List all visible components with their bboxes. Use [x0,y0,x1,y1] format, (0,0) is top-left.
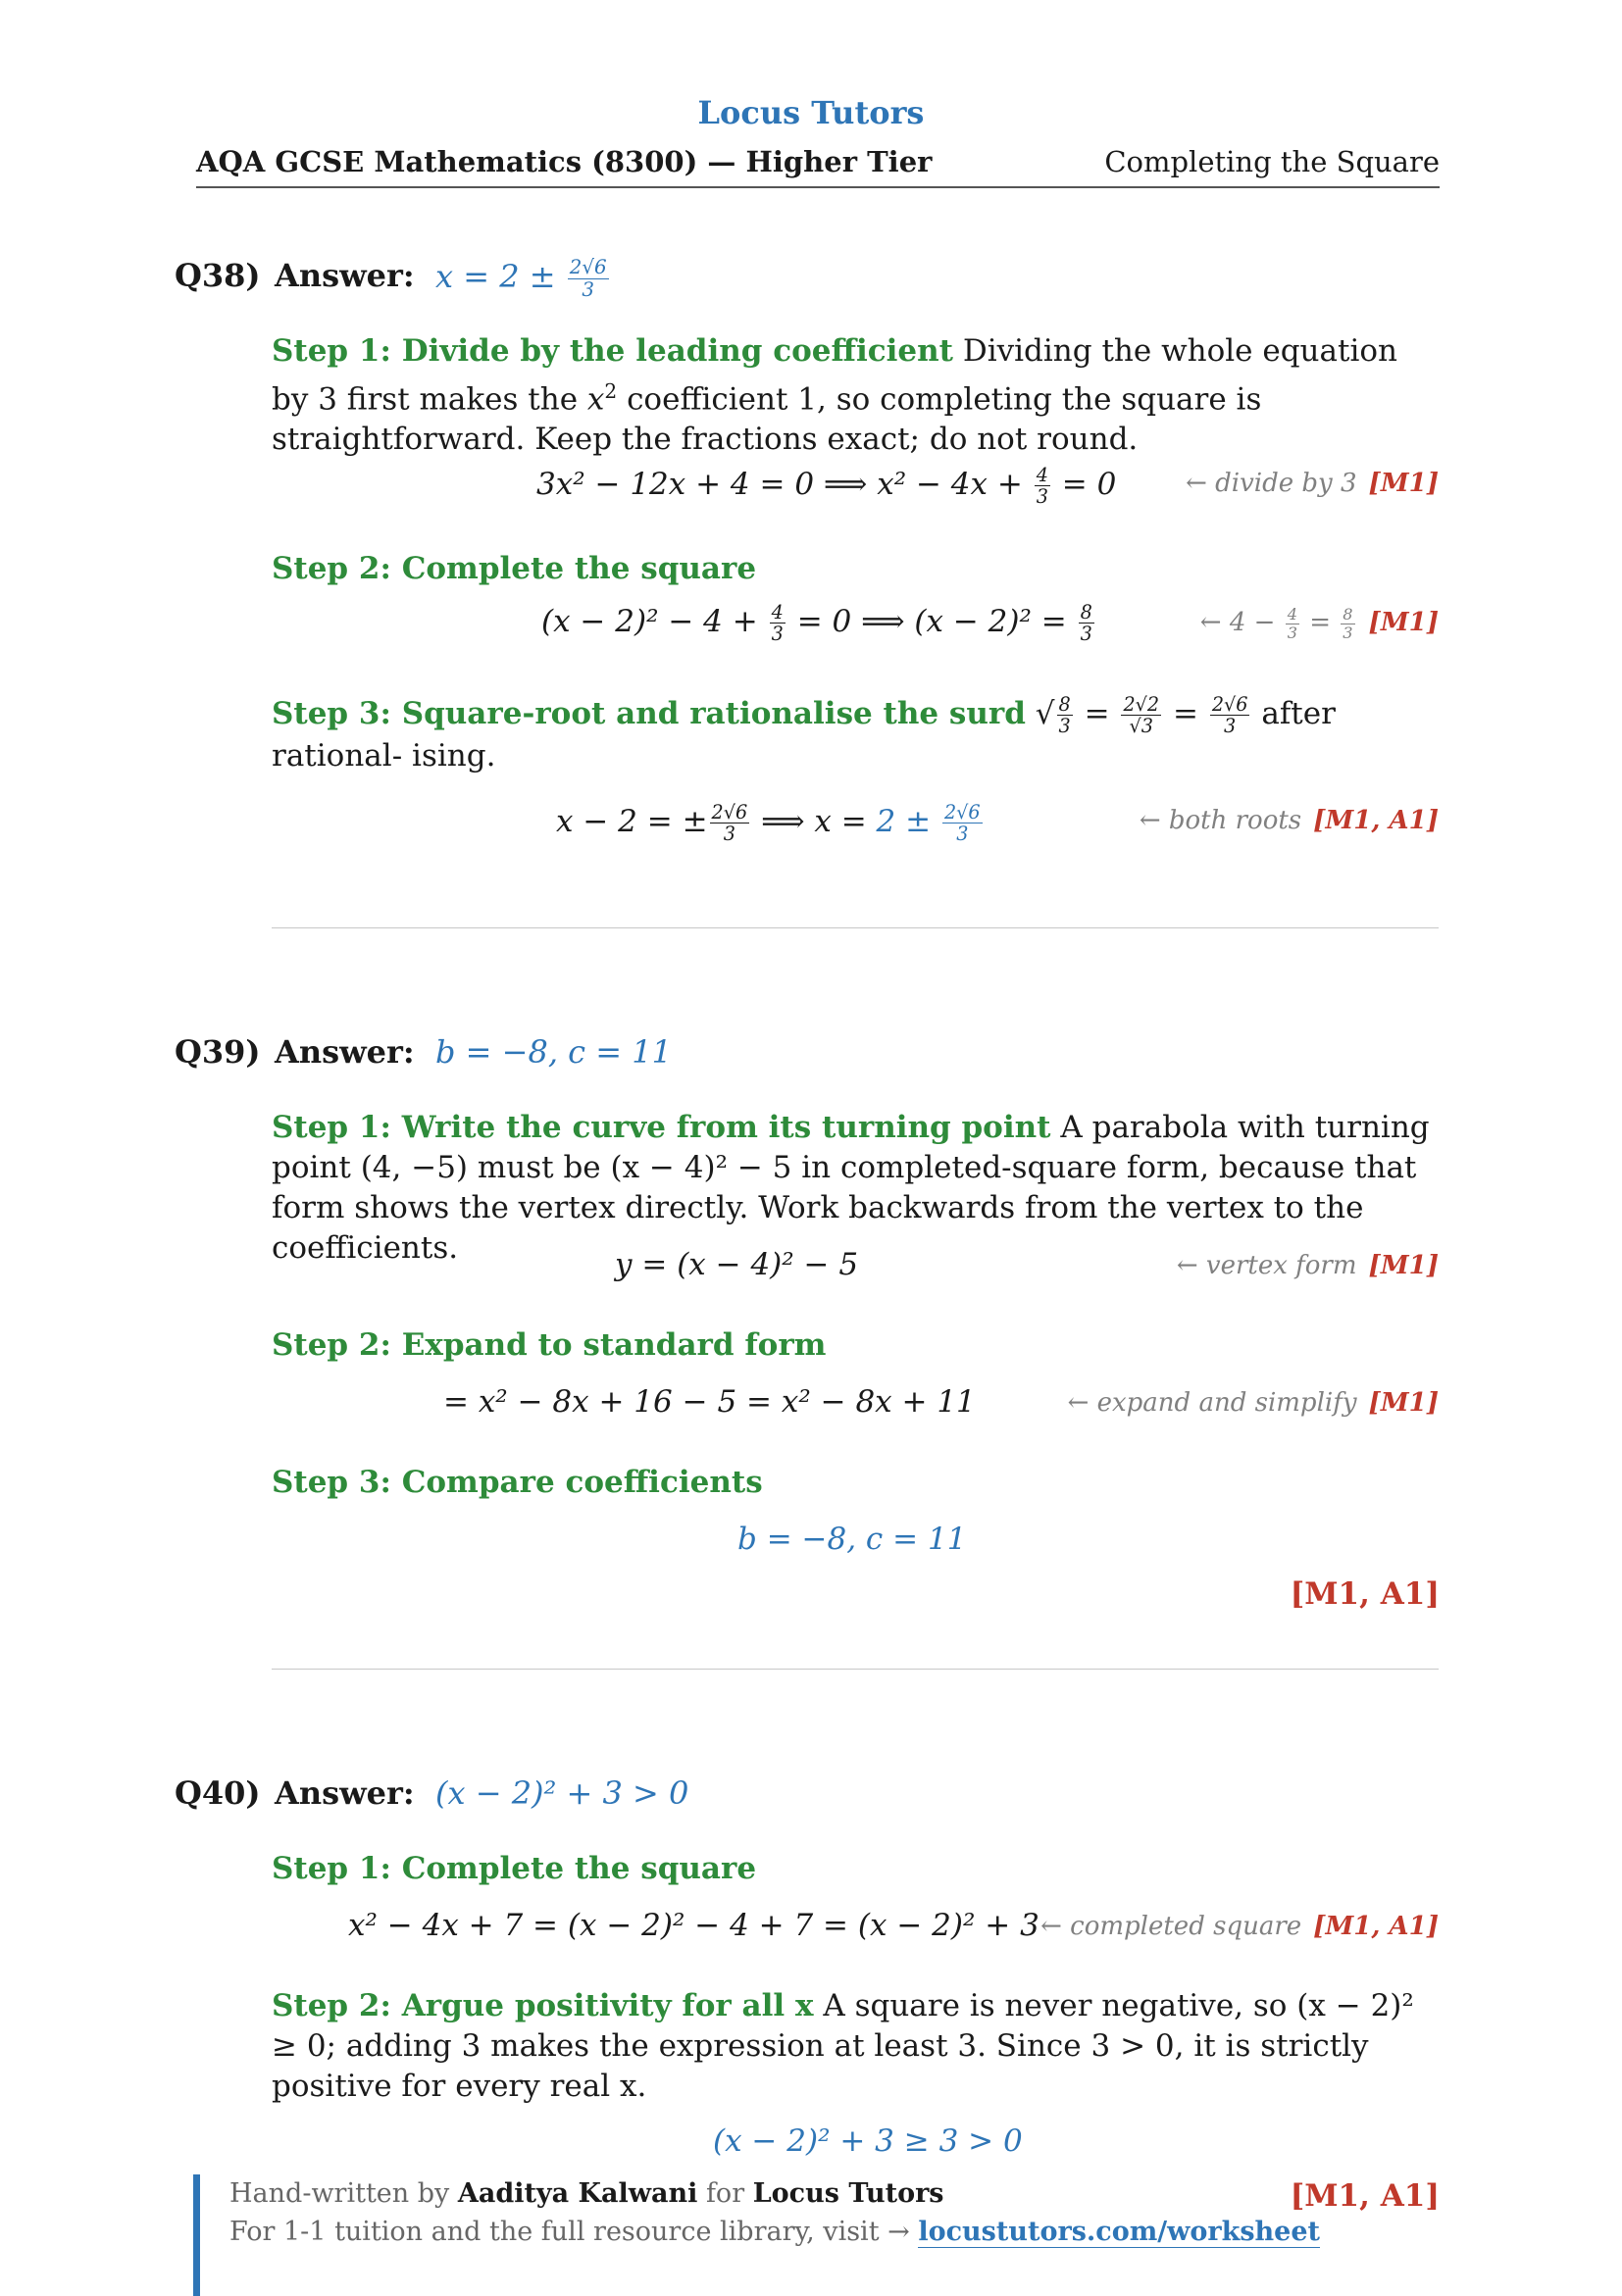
step-3: Step 3: Square-root and rationalise the surd √ $\frac{8}{3}$ = $\frac{2√2}{√3}$ = $\frac{2√6}{3}$ after rational- ising. [272,693,1336,774]
answer-value: b = −8, c = 11 [435,1033,672,1071]
step-2: Step 2: Expand to standard form [272,1327,827,1363]
question-number: Q39) [175,1033,261,1071]
step-3: Step 3: Compare coefficients [272,1465,763,1500]
course-title: AQA GCSE Mathematics (8300) — Higher Tier [196,145,933,178]
question-number: Q40) [175,1774,261,1812]
equation: x² − 4x + 7 = (x − 2)² − 4 + 7 = (x − 2)² + 3 ← completed square [M1, A1] [348,1908,1439,1943]
answer-value: (x − 2)² + 3 > 0 [435,1774,689,1812]
question-number: Q38) [175,257,261,294]
divider [272,927,1439,928]
question-38 [175,256,1440,846]
answer-label: Answer: [275,1774,415,1812]
step-2: Step 2: Argue positivity for all x A square is never negative, so (x − 2)² ≥ 0; adding 3 makes the expression at least 3. Since 3 > 0, it is strictly positive for every real x. [272,1988,1414,2104]
equation: b = −8, c = 11 [737,1522,967,1557]
answer-label: Answer: [275,1033,415,1071]
divider [272,1669,1439,1670]
worksheet-link[interactable]: locustutors.com/worksheet [918,2217,1321,2247]
question-39 [175,1033,1440,1612]
footer: Hand-written by Aaditya Kalwani for Locus Tutors For 1-1 tuition and the full resource library, visit → locustutors.com/worksheet [193,2174,1320,2296]
brand-title: Locus Tutors [697,94,925,131]
equation: y = (x − 4)² − 5 ← vertex form [M1] [615,1247,1439,1282]
author-name: Aaditya Kalwani [457,2178,698,2209]
answer-value: x = 2 ± $\frac{2√6}{3}$ [435,256,607,301]
equation: x − 2 = ± $\frac{2√6}{3}$ ⟹ x = 2 ± $\frac{2√6}{3}$ ← both roots [M1, A1] [556,801,1439,846]
final-mark: [M1, A1] [1290,1576,1440,1612]
page-header [196,145,1440,188]
equation: (x − 2)² + 3 ≥ 3 > 0 [713,2123,1023,2159]
step-2: Step 2: Complete the square [272,551,757,586]
equation: (x − 2)² − 4 + $\frac{4}{3}$ = 0 ⟹ (x − 2)² = $\frac{8}{3}$ ← 4 − $\frac{4}{3}$ = $\frac{8}{3}$ [M1] [541,601,1439,646]
step-1: Step 1: Divide by the leading coefficient Dividing the whole equation by 3 first makes the $x^2$ coefficient 1, so completing the square is straightforward. Keep the fractions exact; do not round. [272,333,1397,458]
step-1: Step 1: Complete the square [272,1851,757,1886]
equation: = x² − 8x + 16 − 5 = x² − 8x + 11 ← expand and simplify [M1] [443,1384,1439,1420]
answer-label: Answer: [275,257,415,294]
topic-title: Completing the Square [1104,145,1440,178]
final-mark: [M1, A1] [1290,2178,1440,2214]
equation: 3x² − 12x + 4 = 0 ⟹ x² − 4x + $\frac{4}{3}$ = 0 ← divide by 3 [M1] [536,464,1439,509]
org-name: Locus Tutors [752,2178,944,2209]
step-1: Step 1: Write the curve from its turning point A parabola with turning point (4, −5) must be (x − 4)² − 5 in completed-square form, because that form shows the vertex directly. Work backwards from the vertex to the coefficients. [272,1110,1430,1266]
